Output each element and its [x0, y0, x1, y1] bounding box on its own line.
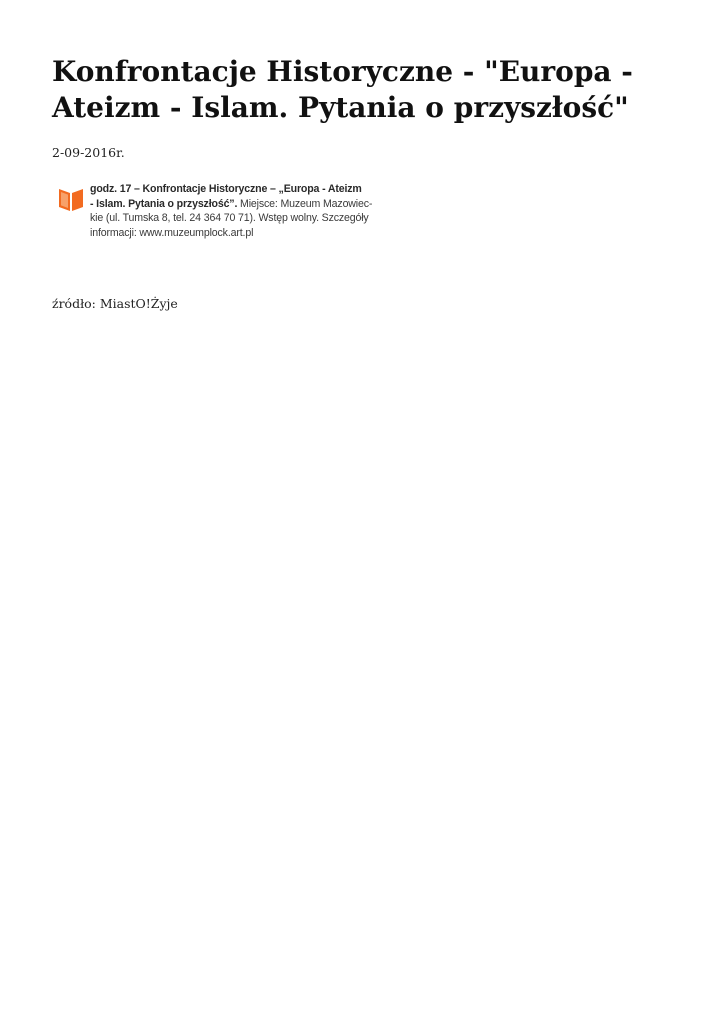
publish-date: 2-09-2016r. [52, 145, 125, 160]
clipping-line-3: kie (ul. Tumska 8, tel. 24 364 70 71). Wstęp wolny. Szczegóły [90, 212, 369, 225]
book-icon [58, 186, 84, 212]
clipping-line-4: informacji: www.muzeumplock.art.pl [90, 226, 254, 239]
clipping-event-subtitle: - Islam. Pytania o przyszłość”. [90, 197, 238, 210]
newspaper-clipping [55, 180, 395, 250]
source-note: źródło: MiastO!Żyje [52, 296, 178, 311]
clipping-text [90, 182, 395, 240]
clipping-event-heading: godz. 17 – Konfrontacje Historyczne – „Europa - Ateizm [90, 183, 362, 195]
book-icon-graphic [58, 186, 84, 212]
page-title: Konfrontacje Historyczne - "Europa - Ateizm - Islam. Pytania o przyszłość" [52, 55, 633, 124]
clipping-location: Miejsce: Muzeum Mazowiec- [237, 197, 373, 210]
clipping-line-2 [90, 197, 395, 212]
clipping-line-1 [90, 182, 395, 197]
